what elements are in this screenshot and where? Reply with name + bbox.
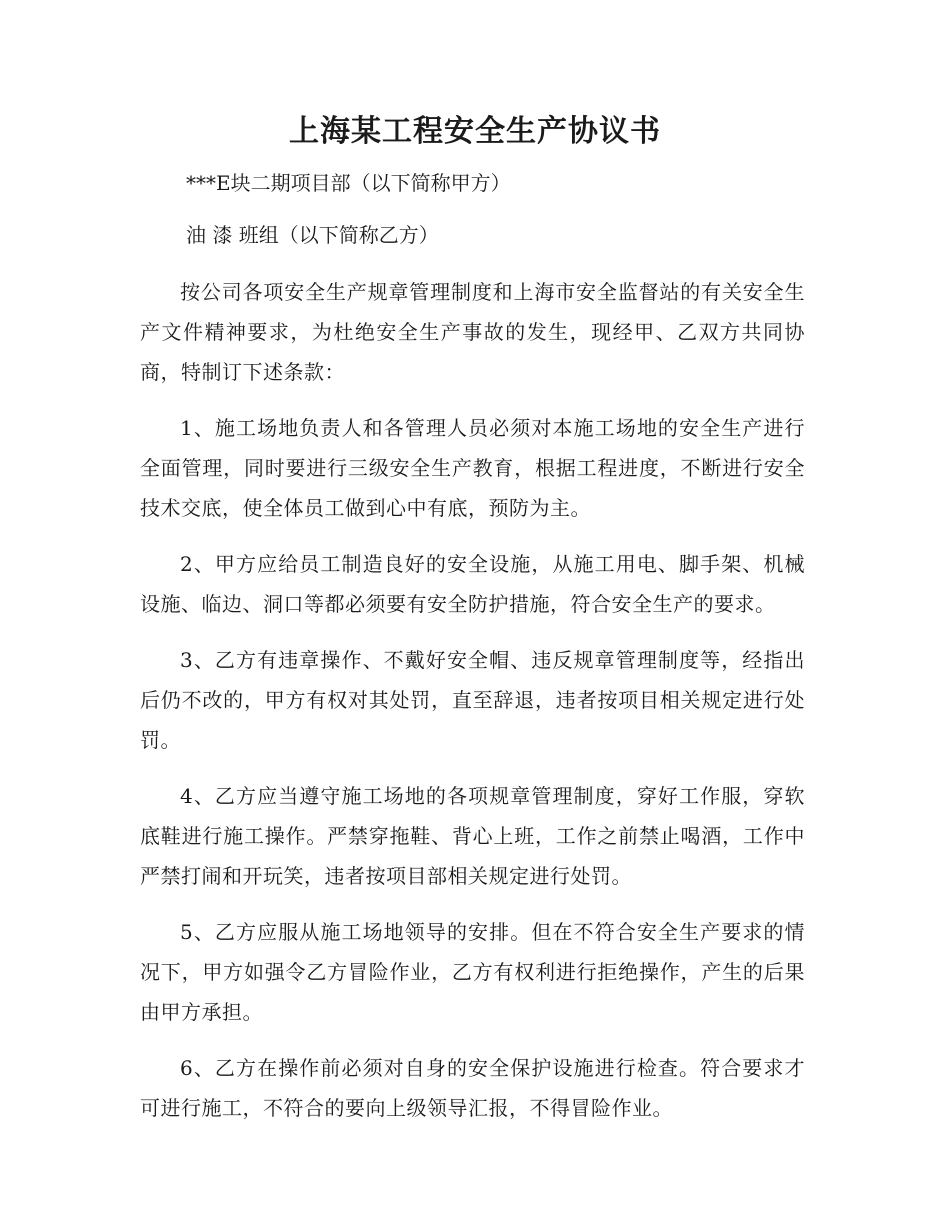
clause-2: 2、甲方应给员工制造良好的安全设施，从施工用电、脚手架、机械设施、临边、洞口等都必须要有安全防护措施，符合安全生产的要求。 bbox=[140, 552, 805, 616]
party-b-line: 油 漆 班组（以下简称乙方） bbox=[186, 223, 439, 247]
agreement-body bbox=[140, 272, 805, 1144]
clause-4: 4、乙方应当遵守施工场地的各项规章管理制度，穿好工作服，穿软底鞋进行施工操作。严禁穿拖鞋、背心上班，工作之前禁止喝酒，工作中严禁打闹和开玩笑，违者按项目部相关规定进行处罚。 bbox=[140, 784, 805, 888]
clause-6: 6、乙方在操作前必须对自身的安全保护设施进行检查。符合要求才可进行施工，不符合的要向上级领导汇报，不得冒险作业。 bbox=[140, 1056, 805, 1120]
clause-3: 3、乙方有违章操作、不戴好安全帽、违反规章管理制度等，经指出后仍不改的，甲方有权对其处罚，直至辞退，违者按项目相关规定进行处罚。 bbox=[140, 648, 805, 752]
document-title: 上海某工程安全生产协议书 bbox=[289, 114, 661, 149]
party-a-line: ***E块二期项目部（以下简称甲方） bbox=[186, 171, 511, 195]
intro-paragraph: 按公司各项安全生产规章管理制度和上海市安全监督站的有关安全生产文件精神要求，为杜绝安全生产事故的发生，现经甲、乙双方共同协商，特制订下述条款： bbox=[140, 280, 805, 384]
clause-1: 1、施工场地负责人和各管理人员必须对本施工场地的安全生产进行全面管理，同时要进行三级安全生产教育，根据工程进度，不断进行安全技术交底，使全体员工做到心中有底，预防为主。 bbox=[140, 416, 805, 520]
clause-5: 5、乙方应服从施工场地领导的安排。但在不符合安全生产要求的情况下，甲方如强令乙方冒险作业，乙方有权利进行拒绝操作，产生的后果由甲方承担。 bbox=[140, 920, 805, 1024]
